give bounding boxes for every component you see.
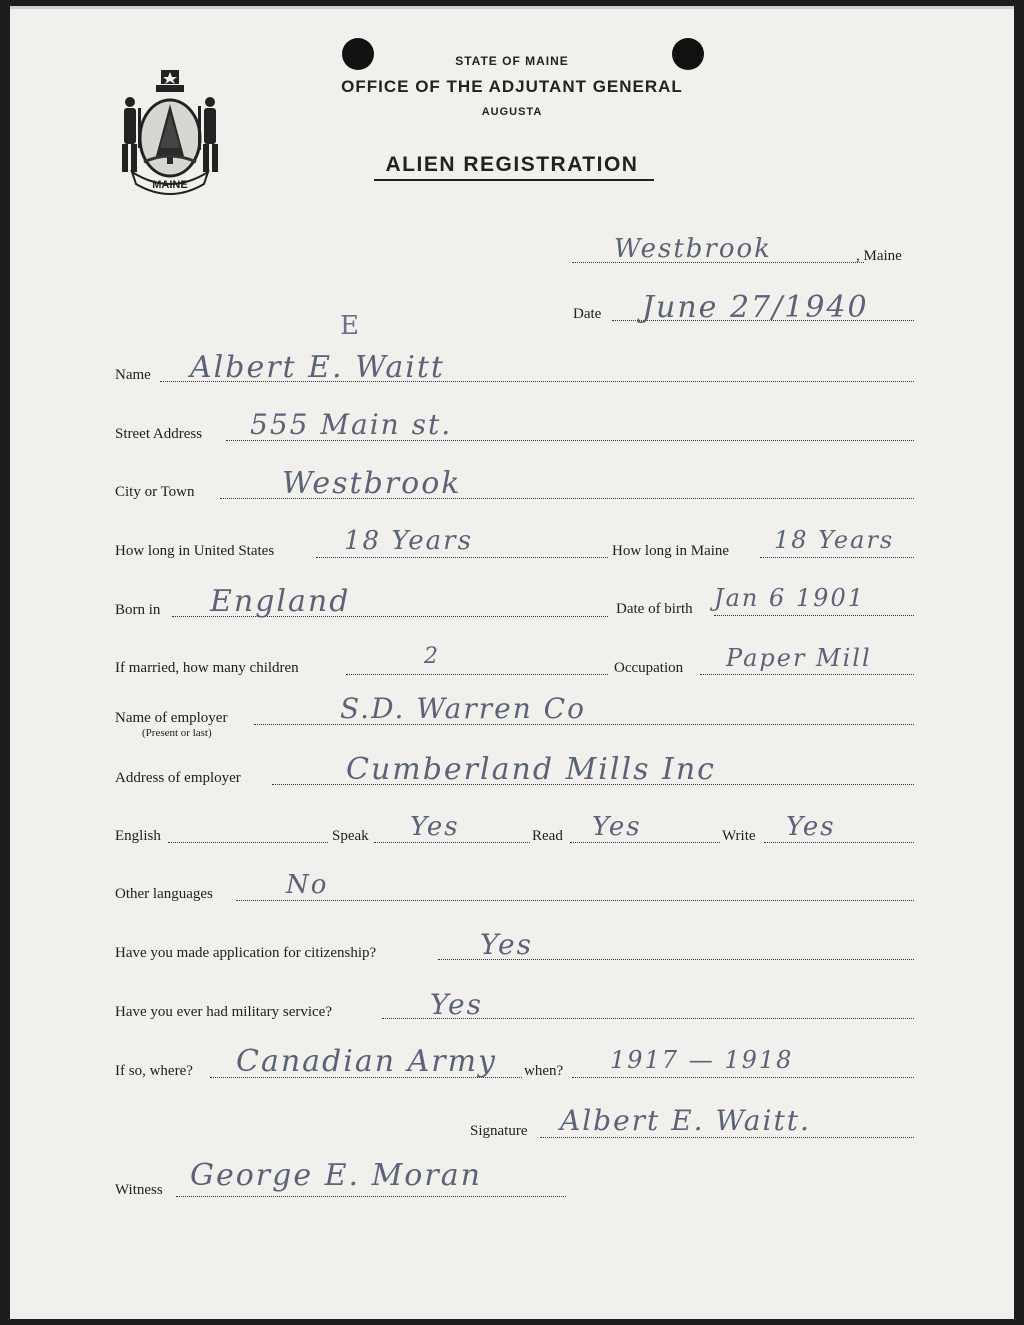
street-address-value[interactable]: 555 Main st. <box>250 408 453 441</box>
city-town-value[interactable]: Westbrook <box>282 466 462 501</box>
speak-value[interactable]: Yes <box>410 812 460 842</box>
witness-value[interactable]: George E. Moran <box>190 1158 482 1193</box>
registration-form <box>10 6 1014 1319</box>
read-label: Read <box>532 828 563 844</box>
write-line <box>764 842 914 843</box>
location-suffix: , Maine <box>856 248 902 264</box>
name-label: Name <box>115 367 151 383</box>
speak-label: Speak <box>332 828 369 844</box>
seal-banner-text: MAINE <box>152 179 188 191</box>
born-in-label: Born in <box>115 602 161 618</box>
employer-name-value[interactable]: S.D. Warren Co <box>340 692 586 725</box>
children-line <box>346 674 608 675</box>
date-of-birth-value[interactable]: Jan 6 1901 <box>714 584 865 612</box>
employer-name-label: Name of employer <box>115 710 228 726</box>
employer-address-label: Address of employer <box>115 770 241 786</box>
state-heading: STATE OF MAINE <box>455 54 569 68</box>
employer-address-value[interactable]: Cumberland Mills Inc <box>346 752 716 787</box>
date-value[interactable]: June 27/1940 <box>642 290 869 325</box>
city-town-label: City or Town <box>115 484 195 500</box>
other-languages-label: Other languages <box>115 886 213 902</box>
signature-value[interactable]: Albert E. Waitt. <box>560 1104 811 1137</box>
how-long-maine-value[interactable]: 18 Years <box>774 526 895 554</box>
english-label: English <box>115 828 161 844</box>
name-annotation: E <box>340 311 361 341</box>
citizenship-label: Have you made application for citizenship? <box>115 945 377 961</box>
born-in-value[interactable]: England <box>210 584 351 619</box>
other-languages-value[interactable]: No <box>286 870 329 900</box>
read-value[interactable]: Yes <box>592 812 642 842</box>
occupation-value[interactable]: Paper Mill <box>726 644 872 672</box>
city-heading: AUGUSTA <box>481 106 543 118</box>
write-value[interactable]: Yes <box>786 812 836 842</box>
military-label: Have you ever had military service? <box>115 1004 332 1020</box>
children-value[interactable]: 2 <box>424 644 440 669</box>
how-long-maine-line <box>760 557 914 558</box>
when-label: when? <box>524 1063 564 1079</box>
how-long-us-line <box>316 557 608 558</box>
children-label: If married, how many children <box>115 660 299 676</box>
form-title: ALIEN REGISTRATION <box>385 153 639 176</box>
location-value[interactable]: Westbrook <box>614 234 772 264</box>
other-languages-line <box>236 900 914 901</box>
signature-line <box>540 1137 914 1138</box>
military-value[interactable]: Yes <box>430 988 483 1021</box>
how-long-us-label: How long in United States <box>115 543 275 559</box>
how-long-us-value[interactable]: 18 Years <box>344 526 473 556</box>
date-of-birth-label: Date of birth <box>616 601 693 617</box>
where-value[interactable]: Canadian Army <box>236 1044 497 1079</box>
how-long-maine-label: How long in Maine <box>612 543 730 559</box>
write-label: Write <box>722 828 756 844</box>
occupation-label: Occupation <box>614 660 684 676</box>
date-of-birth-line <box>714 615 914 616</box>
when-value[interactable]: 1917 — 1918 <box>610 1046 794 1074</box>
street-address-label: Street Address <box>115 426 203 442</box>
speak-line <box>374 842 530 843</box>
english-line <box>168 842 328 843</box>
signature-label: Signature <box>470 1123 528 1139</box>
office-heading: OFFICE OF THE ADJUTANT GENERAL <box>341 77 683 96</box>
title-underline <box>374 179 654 181</box>
when-line <box>572 1077 914 1078</box>
employer-name-sublabel: (Present or last) <box>142 727 212 739</box>
top-edge <box>10 6 1014 9</box>
where-label: If so, where? <box>115 1063 193 1079</box>
witness-label: Witness <box>115 1182 163 1198</box>
date-label: Date <box>573 306 602 322</box>
name-value[interactable]: Albert E. Waitt <box>190 350 445 385</box>
witness-line <box>176 1196 566 1197</box>
citizenship-value[interactable]: Yes <box>480 928 533 961</box>
read-line <box>570 842 720 843</box>
occupation-line <box>700 674 914 675</box>
